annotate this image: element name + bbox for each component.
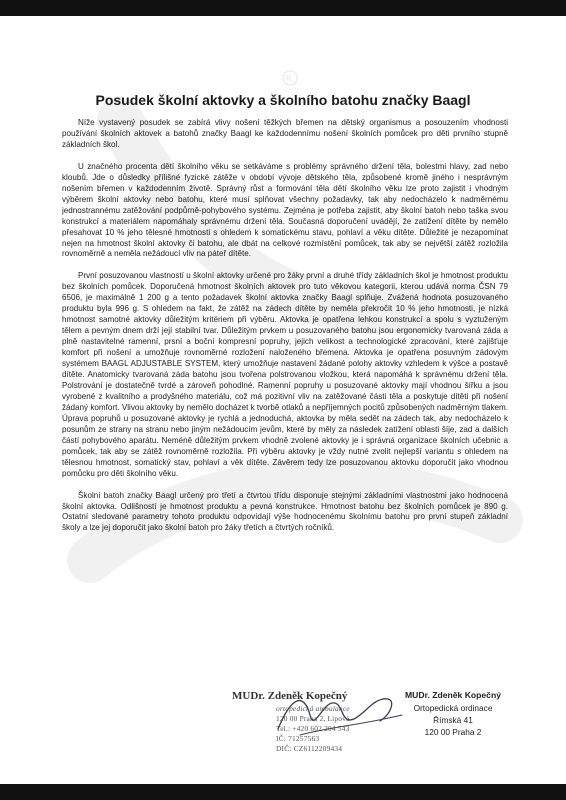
doctor-office: Ortopedická ordinace xyxy=(413,703,493,713)
handwritten-signature xyxy=(270,685,410,745)
stamp-address: 120 00 Praha 2, Lipová xyxy=(276,714,350,723)
stamp-dic: DIČ: CZ6112209434 xyxy=(276,744,343,753)
document-title: Posudek školní aktovky a školního batohu značky Baagl xyxy=(95,92,471,108)
doctor-contact-block xyxy=(398,690,508,739)
svg-text:R: R xyxy=(286,74,292,83)
stamp-ic: IČ: 71257563 xyxy=(276,734,320,743)
document-body xyxy=(62,118,508,545)
stamp-name: MUDr. Zdeněk Kopečný xyxy=(232,690,348,702)
paragraph-school-bag: První posuzovanou vlastností u školní aktovky určené pro žáky první a druhé třídy základních škol je hmotnost produktu bez školních pomůcek. Doporučená hmotnost školních aktovek pro tuto věkovou kategorii, kterou udává norma ČSN 79 6506, je maximálně 1 200 g a tento požadavek školní aktovka značky Baagl splňuje. Zvážená hodnota posuzovaného produktu byla 996 g. S ohledem na fakt, že zátěž na zádech dítěte by neměla překročit 10 % jeho hmotnosti, je nízká hmotnost samotné aktovky důležitým kritériem při výběru. Aktovka je opatřena lehkou konstrukcí a spolu s vyztuženým tělem a pevným dnem drží její stabilní tvar. Důležitým prvkem u posuzovaného batohu jsou ergonomicky tvarovaná záda a plně nastavitelné ramenní, prsní a boční kompresní popruhy, jejich velikost a technologické zpracování, které zajišťuje komfort při nošení a umožňuje rovnoměrné rozložení naloženého břemena. Aktovka je opatřena posuvným zádovým systémem BAAGL ADJUSTABLE SYSTEM, který umožňuje nastavení žádané polohy aktovky vzhledem k výšce a postavě dítěte. Anatomicky tvarovaná záda batohu jsou tvořena polstrovanou vložkou, která napomáhá k správnému držení těla. Polstrování je dostatečně tvrdé a zároveň pohodlné. Ramenní popruhy u posuzované aktovky mají vhodnou šířku a jsou vyrobené z kvalitního a prodyšného materiálu, což má pozitivní vliv na zatěžované části těla a poskytuje dítěti při nošení žádaný komfort. Vlivou aktovky by nemělo docházet k tvorbě otlaků a nepříjemných pocitů způsobených nadměrným tlakem. Úprava popruhů u posuzované aktovky je rychlá a jednoduchá, aktovka by měla sedět na zádech tak, aby nedocházelo k posunům ze strany na stranu nebo jiným nežádoucím jevům, které by měly za následek zatížení oblasti šíje, zad a dalších částí pohybového aparátu. Neméně důležitým prvkem vhodně zvolené aktovky je i správná organizace školních učebnic a pomůcek, tak aby se zátěž rovnoměrně rozložila. Při výběru aktovky je vždy nutné zvolit nejlepší variantu s ohledem na tělesnou hmotnost, somatický stav, pohlaví a věk dítěte. Závěrem tedy lze posuzovanou aktovku doporučit jako vhodnou pomůcku pro děti školního věku. xyxy=(62,271,508,478)
stamp-subtitle: ortopedická ambulance xyxy=(276,704,350,713)
doctor-city: 120 00 Praha 2 xyxy=(424,727,482,737)
paragraph-intro: Níže vystavený posudek se zabírá vlivy nošení těžkých břemen na dětský organismus a posouzením vhodnosti používání školních aktovek a batohů značky Baagl ke každodennímu nošení školních pomůcek pro děti prvního stupně základních škol. xyxy=(62,118,508,149)
paragraph-posture: U značného procenta dětí školního věku se setkáváme s problémy správného držení těla, bolestmi hlavy, zad nebo kloubů. Jde o důsledky přílišné fyzické zátěže v období vývoje dětského těla, způsobené kromě jiného i nesprávným nošením břemen v každodenním životě. Správný růst a formování těla dětí školního věku lze proto zajistit i vhodným výběrem školní aktovky nebo batohu, které musí splňovat všechny požadavky, tak aby nedocházelo k nadměrnému jednostrannému zatěžování podpůrně-pohybového systému. Zejména je potřeba zajistit, aby školní batoh nebo taška svou konstrukcí a materiálem napomáhaly správnému držení těla. Současná doporučení uvádějí, že zatížení dítěte by nemělo přesahovat 10 % jeho tělesné hmotnosti s ohledem k somatickému stavu, pohlaví a věku dítěte. Důležité je nezapomínat nejen na hmotnost školní aktovky či batohu, ale dbát na celkové rozmístění pomůcek, tak aby se největší zátěž rozložila rovnoměrně a neměla nežádoucí vliv na páteř dítěte. xyxy=(62,161,508,259)
bottom-border-bar xyxy=(0,784,566,800)
paragraph-backpack: Školní batoh značky Baagl určený pro třetí a čtvrtou třídu disponuje stejnými základními vlastnostmi jako hodnocená školní aktovka. Odlišností je hmotnost produktu a pevná konstrukce. Hmotnost batohu bez školních pomůcek je 890 g. Ostatní sledované parametry tohoto produktu odpovídají výše hodnocenému školnímu batohu pro první stupeň základní školy a lze jej doporučit jako školní batoh pro žáky třetích a čtvrtých ročníků. xyxy=(62,490,508,533)
doctor-street: Římská 41 xyxy=(433,715,473,725)
doctor-name: MUDr. Zdeněk Kopečný xyxy=(405,690,501,700)
stamp-phone: Tel.: +420 602 204 543 xyxy=(276,724,350,733)
